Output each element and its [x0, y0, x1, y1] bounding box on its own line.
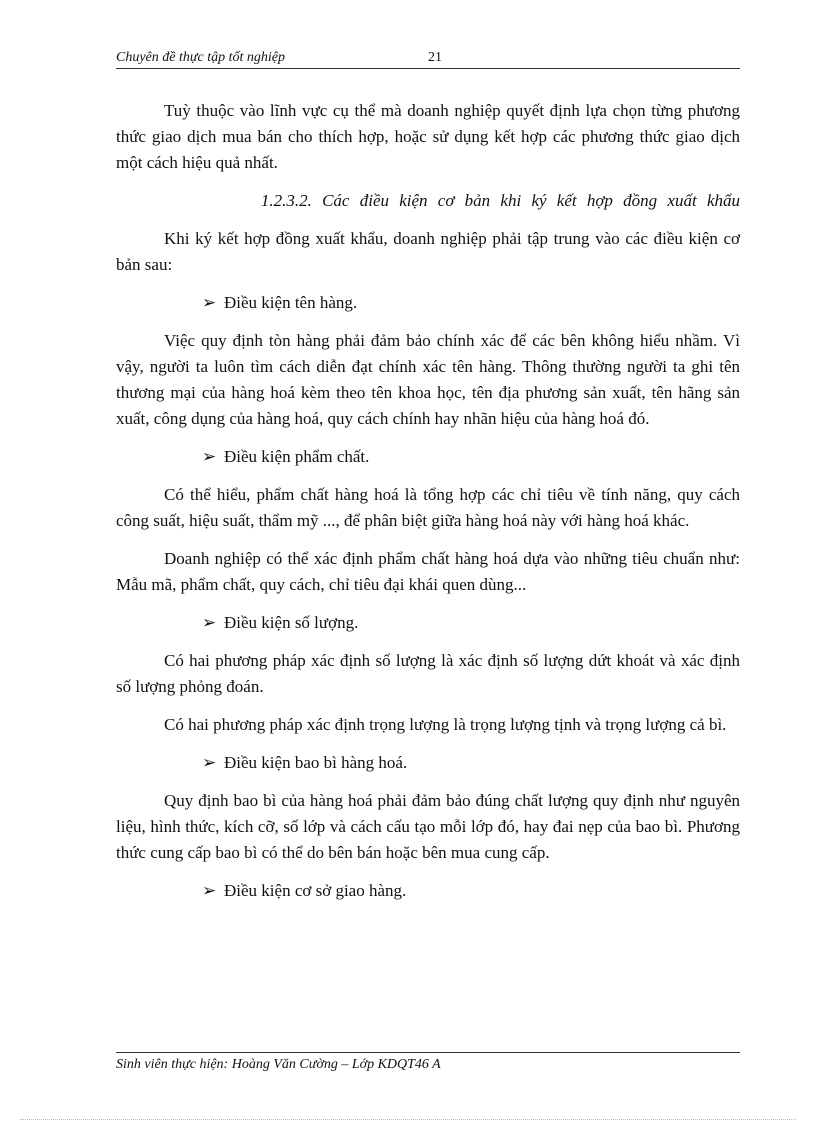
paragraph: Có hai phương pháp xác định số lượng là xác định số lượng dứt khoát và xác định số lượng phỏng đoán.	[116, 651, 740, 696]
page-body	[116, 98, 740, 916]
paragraph: Quy định bao bì của hàng hoá phải đảm bảo đúng chất lượng quy định như nguyên liệu, hình thức, kích cỡ, số lớp và cách cấu tạo mỗi lớp đó, hay đai nẹp của bao bì. Phương thức cung cấp bao bì có thể do bên bán hoặc bên mua cung cấp.	[116, 791, 740, 862]
page-number: 21	[428, 50, 442, 65]
paragraph: Việc quy định tòn hàng phải đảm bảo chính xác để các bên không hiểu nhầm. Vì vậy, người ta luôn tìm cách diễn đạt chính xác tên hàng. Thông thường người ta ghi tên thương mại của hàng hoá kèm theo tên khoa học, tên địa phương sản xuất, tên hãng sản xuất, công dụng của hàng hoá, quy cách chính hay nhãn hiệu của hàng hoá đó.	[116, 331, 740, 428]
paragraph: Doanh nghiệp có thể xác định phẩm chất hàng hoá dựa vào những tiêu chuẩn như: Mẫu mã, phẩm chất, quy cách, chỉ tiêu đại khái quen dùng...	[116, 549, 740, 594]
bullet-item	[202, 750, 740, 776]
bullet-text: Điều kiện số lượng.	[224, 613, 359, 632]
paragraph: Khi ký kết hợp đồng xuất khẩu, doanh nghiệp phải tập trung vào các điều kiện cơ bản sau:	[116, 229, 740, 274]
arrow-bullet-icon: ➢	[202, 293, 217, 312]
bullet-text: Điều kiện bao bì hàng hoá.	[224, 753, 408, 772]
page-edge-divider	[20, 1119, 796, 1120]
paragraph: Tuỳ thuộc vào lĩnh vực cụ thể mà doanh nghiệp quyết định lựa chọn từng phương thức giao dịch mua bán cho thích hợp, hoặc sử dụng kết hợp các phương thức giao dịch một cách hiệu quả nhất.	[116, 101, 740, 172]
bullet-text: Điều kiện cơ sở giao hàng.	[224, 881, 407, 900]
bullet-item	[202, 290, 740, 316]
paragraph: Có hai phương pháp xác định trọng lượng là trọng lượng tịnh và trọng lượng cả bì.	[164, 715, 727, 734]
section-heading: 1.2.3.2. Các điều kiện cơ bản khi ký kết hợp đồng xuất khẩu	[260, 191, 740, 210]
bullet-text: Điều kiện tên hàng.	[224, 293, 358, 312]
document-title: Chuyên đề thực tập tốt nghiệp	[116, 50, 285, 65]
arrow-bullet-icon: ➢	[202, 753, 217, 772]
arrow-bullet-icon: ➢	[202, 881, 217, 900]
bullet-text: Điều kiện phẩm chất.	[224, 447, 370, 466]
bullet-item	[202, 444, 740, 470]
page-footer	[116, 1052, 740, 1073]
footer-text: Sinh viên thực hiện: Hoàng Văn Cường – Lớp KDQT46 A	[116, 1057, 441, 1072]
arrow-bullet-icon: ➢	[202, 613, 217, 632]
paragraph: Có thể hiểu, phẩm chất hàng hoá là tổng hợp các chỉ tiêu về tính năng, quy cách công suất, hiệu suất, thẩm mỹ ..., để phân biệt giữa hàng hoá này với hàng hoá khác.	[116, 485, 740, 530]
arrow-bullet-icon: ➢	[202, 447, 217, 466]
page-header	[116, 48, 740, 69]
bullet-item	[202, 610, 740, 636]
bullet-item	[202, 878, 740, 904]
